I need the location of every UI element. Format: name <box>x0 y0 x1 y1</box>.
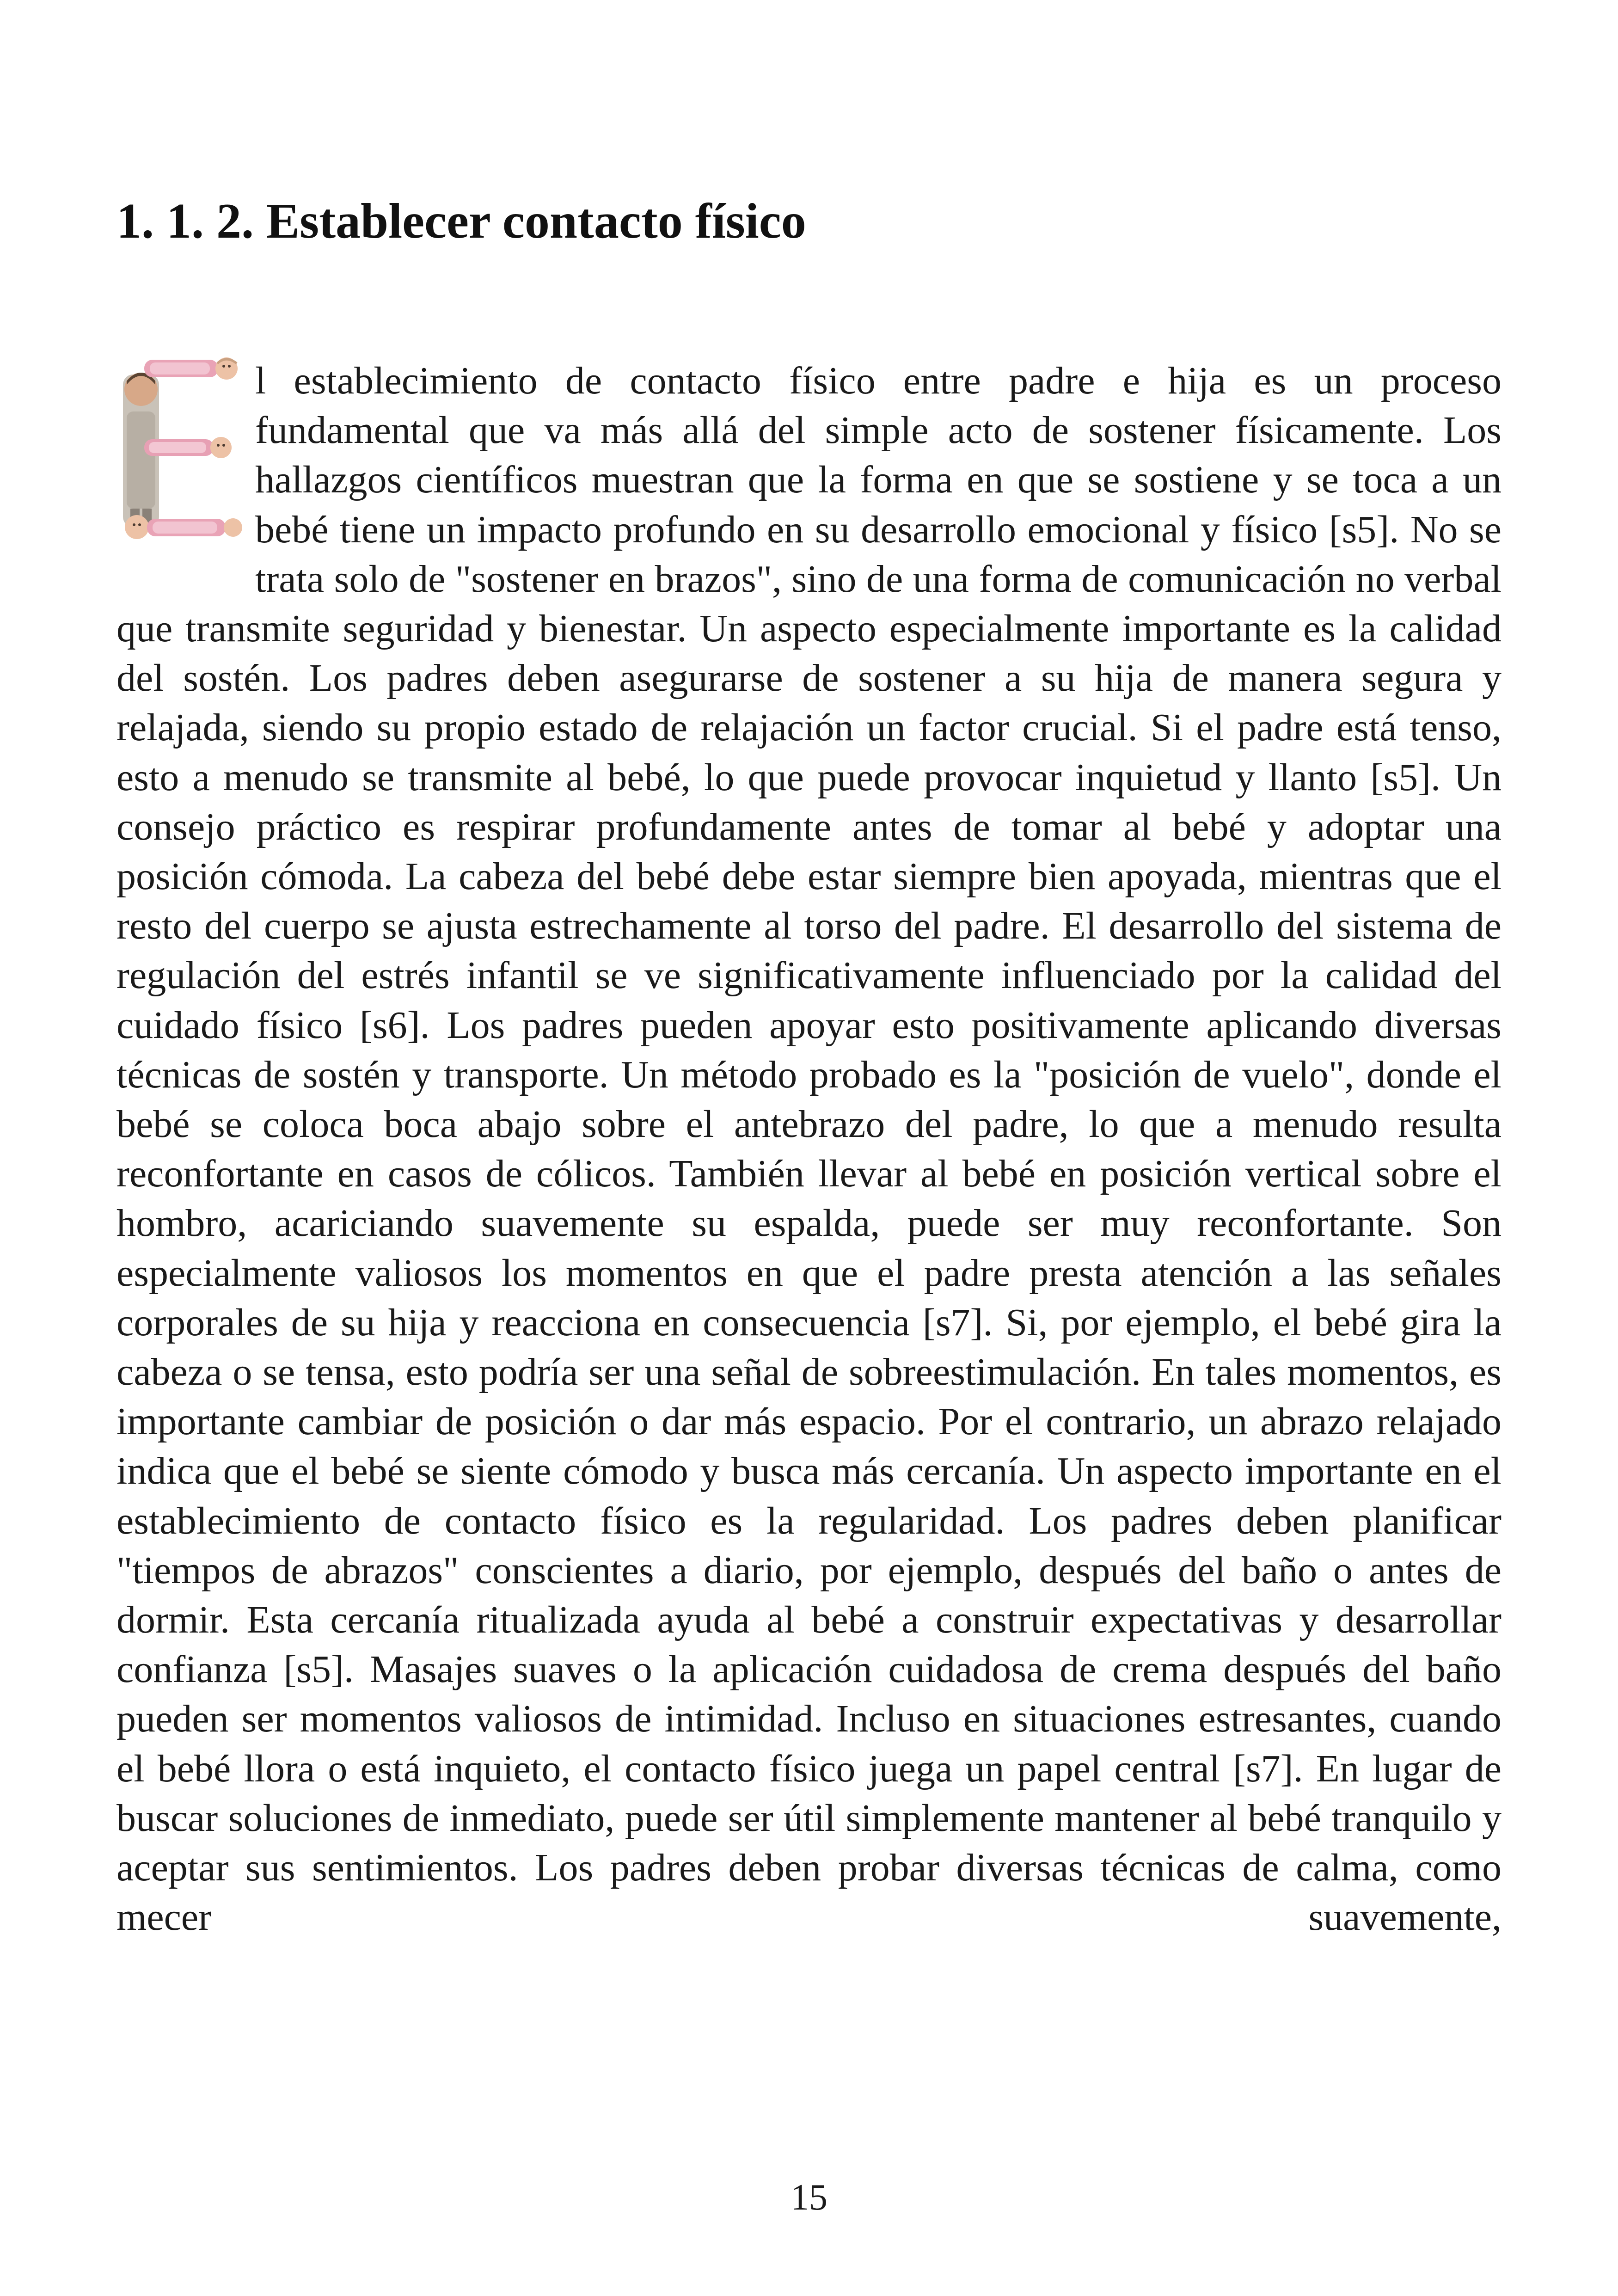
page-number: 15 <box>791 2177 827 2218</box>
dropcap-space <box>116 356 255 554</box>
section-heading: 1. 1. 2. Establecer contacto físico <box>116 194 806 249</box>
body-paragraph <box>116 356 1502 1942</box>
paragraph-text: l establecimiento de contacto físico entre padre e hija es un proceso fundamental que va más allá del simple acto de sostener físicamente. Los hallazgos científicos muestran que la forma en que se sostiene y se toca a un bebé tiene un impacto profundo en su desarrollo emocional y físico [s5]. No se trata solo de "sostener en brazos", sino de una forma de comunicación no verbal que transmite seguridad y bienestar. Un aspecto especialmente importante es la calidad del sostén. Los padres deben asegurarse de sostener a su hija de manera segura y relajada, siendo su propio estado de relajación un factor crucial. Si el padre está tenso, esto a menudo se transmite al bebé, lo que puede provocar inquietud y llanto [s5]. Un consejo práctico es respirar profundamente antes de tomar al bebé y adoptar una posición cómoda. La cabeza del bebé debe estar siempre bien apoyada, mientras que el resto del cuerpo se ajusta estrechamente al torso del padre. El desarrollo del sistema de regulación del estrés infantil se ve significativamente influenciado por la calidad del cuidado físico [s6]. Los padres pueden apoyar esto positivamente aplicando diversas técnicas de sostén y transporte. Un método probado es la "posición de vuelo", donde el bebé se coloca boca abajo sobre el antebrazo del padre, lo que a menudo resulta reconfortante en casos de cólicos. También llevar al bebé en posición vertical sobre el hombro, acariciando suavemente su espalda, puede ser muy reconfortante. Son especialmente valiosos los momentos en que el padre presta atención a las señales corporales de su hija y reacciona en consecuencia [s7]. Si, por ejemplo, el bebé gira la cabeza o se tensa, esto podría ser una señal de sobreestimulación. En tales momentos, es importante cambiar de posición o dar más espacio. Por el contrario, un abrazo relajado indica que el bebé se siente cómodo y busca más cercanía. Un aspecto importante en el establecimiento de contacto físico es la regularidad. Los padres deben planificar "tiempos de abrazos" conscientes a diario, por ejemplo, después del baño o antes de dormir. Esta cercanía ritualizada ayuda al bebé a construir expectativas y desarrollar confianza [s5]. Masajes suaves o la aplicación cuidadosa de crema después del baño pueden ser momentos valiosos de intimidad. Incluso en situaciones estresantes, cuando el bebé llora o está inquieto, el contacto físico juega un papel central [s7]. En lugar de buscar soluciones de inmediato, puede ser útil simplemente mantener al bebé tranquilo y aceptar sus sentimientos. Los padres deben probar diversas técnicas de calma, como mecer suavemente, <box>116 359 1502 1939</box>
